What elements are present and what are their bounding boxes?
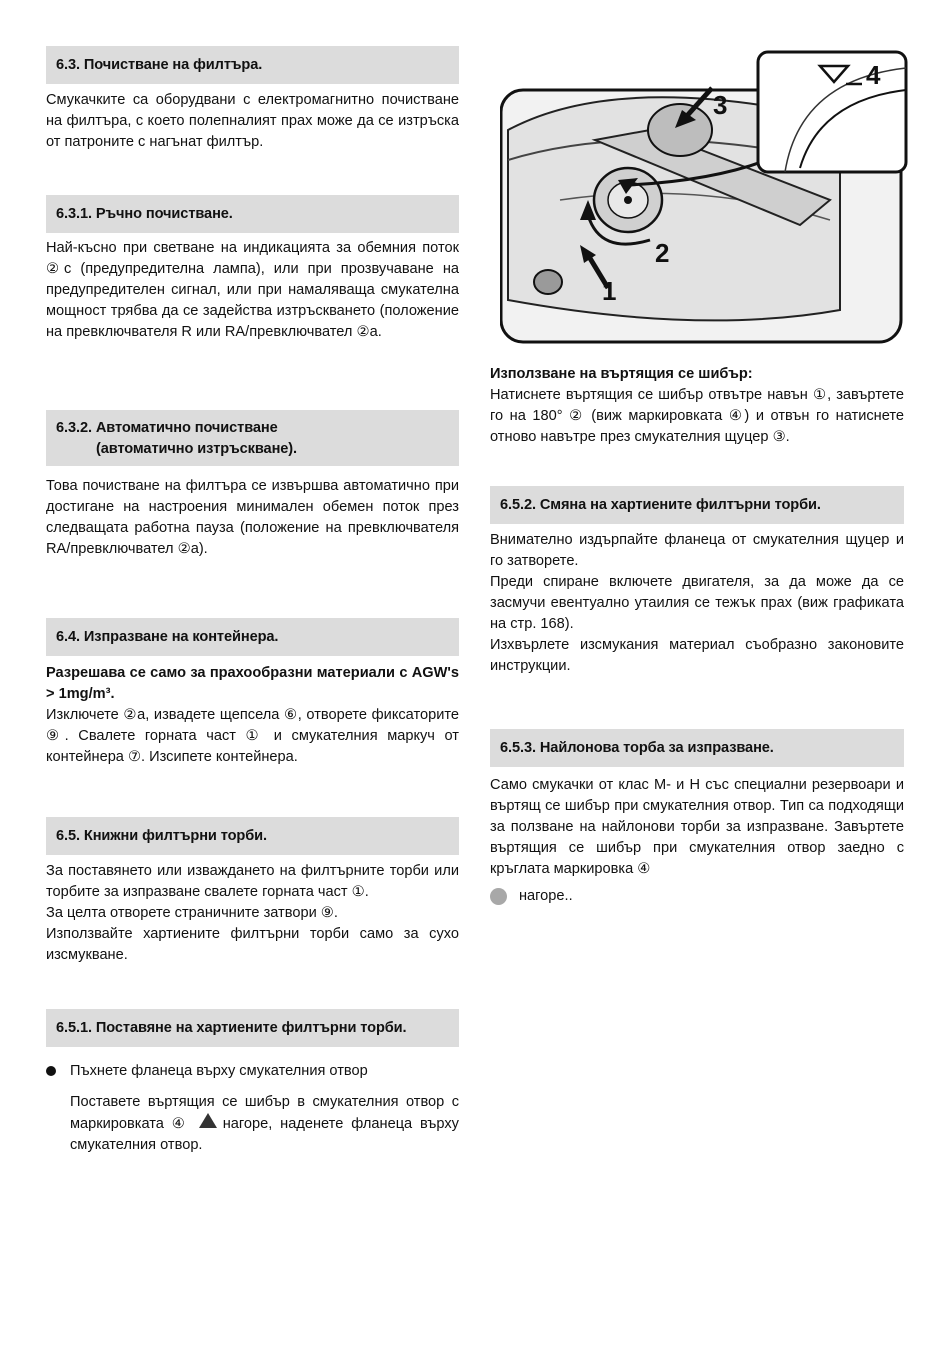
text-part: Поставете въртящия се шибър в смукателния отвор с маркировката ④ — [70, 1094, 459, 1132]
section-text: За поставянето или изваждането на филтърните торби или торбите за изпразване свалете горната част ①. — [46, 863, 459, 900]
heading-line-2: (автоматично изтръскване). — [96, 441, 298, 457]
section-6-4 — [46, 618, 459, 768]
section-6-5-3 — [490, 729, 904, 907]
section-text: Внимателно издърпайте фланеца от смукателния щуцер и го затворете. — [490, 532, 904, 569]
section-text: Това почистване на филтъра се извършва автоматично при достигане на настроения минимален обемен поток през следващата работна пауза (положение на превключвателя RA/превключвател ②а). — [46, 478, 459, 557]
section-heading: 6.5.3. Найлонова торба за изпразване. — [490, 729, 904, 767]
section-heading — [46, 410, 459, 466]
section-6-5-2 — [490, 486, 904, 677]
section-text: За целта отворете страничните затвори ⑨. — [46, 905, 338, 921]
section-6-3-2 — [46, 410, 459, 560]
rotary-slider-illustration — [500, 50, 910, 346]
section-text: Смукачките са оборудвани с електромагнитно почистване на филтъра, с което полепналият прах може да се изтръска от патроните с нагънат филтър. — [46, 92, 459, 150]
section-text: Преди спиране включете двигателя, за да може да се засмучи евентуално утаилия се тежък прах (виж графиката на стр. 168). — [490, 574, 904, 632]
tail-text: нагоре.. — [519, 888, 573, 904]
heading-line-1: 6.3.2. Автоматично почистване — [56, 420, 278, 436]
section-text: Най-късно при светване на индикацията за обемния поток ②с (предупредителна лампа), или при прозвучаване на предупредителен сигнал, или при намаляваща смукателна мощност трябва да се задейства изтръскването (положение на превключвателя R или RA/превключвател ②а. — [46, 240, 459, 340]
section-text: Само смукачки от клас М- и Н със специални резервоари и въртящ се шибър при смукателния отвор. Тип са подходящи за ползване на найлонови торби за изпразване. Завъртете въртящия се шибър при смукателния отвор заедно с кръглата маркировка ④ — [490, 777, 904, 877]
section-heading: 6.5.2. Смяна на хартиените филтърни торби. — [490, 486, 904, 524]
illustration-svg — [500, 50, 910, 346]
triangle-marker-icon — [199, 1113, 217, 1128]
callout-1-label: 1 — [602, 276, 617, 306]
section-6-3 — [46, 46, 459, 153]
usage-title: Използване на въртящия се шибър: — [490, 366, 753, 382]
section-text: Използвайте хартиените филтърни торби само за сухо изсмукване. — [46, 926, 459, 963]
section-6-3-1 — [46, 195, 459, 343]
section-heading: 6.5.1. Поставяне на хартиените филтърни торби. — [46, 1009, 459, 1047]
bullet-item — [46, 1061, 459, 1082]
round-marker-icon — [490, 888, 507, 905]
section-heading: 6.3. Почистване на филтъра. — [46, 46, 459, 84]
section-heading: 6.4. Изпразване на контейнера. — [46, 618, 459, 656]
bullet-text: Пъхнете фланеца върху смукателния отвор — [70, 1063, 368, 1079]
section-heading: 6.3.1. Ръчно почистване. — [46, 195, 459, 233]
section-6-5-1 — [46, 1009, 459, 1156]
section-text: Изхвърлете изсмукания материал съобразно законовите инструкции. — [490, 637, 904, 674]
text-part: нагоре, наденете фланеца върху смукателния отвор. — [70, 1116, 459, 1153]
callout-3-label: 3 — [713, 90, 728, 120]
section-text-tail — [490, 886, 904, 907]
section-text: Изключете ②а, извадете щепсела ⑥, отворете фиксаторите ⑨. Свалете горната част ① и смукателния маркуч от контейнера ⑦. Изсипете контейнера. — [46, 707, 459, 765]
section-text — [46, 1092, 459, 1156]
bullet-icon — [46, 1066, 56, 1076]
callout-4-label: 4 — [866, 60, 881, 90]
usage-text: Натиснете въртящия се шибър отвътре навън ①, завъртете го на 180° ② (виж маркировката ④) и отвън го натиснете отново навътре през смукателния щуцер ③. — [490, 387, 904, 445]
rotary-slider-usage — [490, 364, 904, 448]
section-6-5 — [46, 817, 459, 966]
section-warning: Разрешава се само за прахообразни материали с AGW's > 1mg/m³. — [46, 665, 459, 702]
callout-2-label: 2 — [655, 238, 670, 268]
section-heading: 6.5. Книжни филтърни торби. — [46, 817, 459, 855]
